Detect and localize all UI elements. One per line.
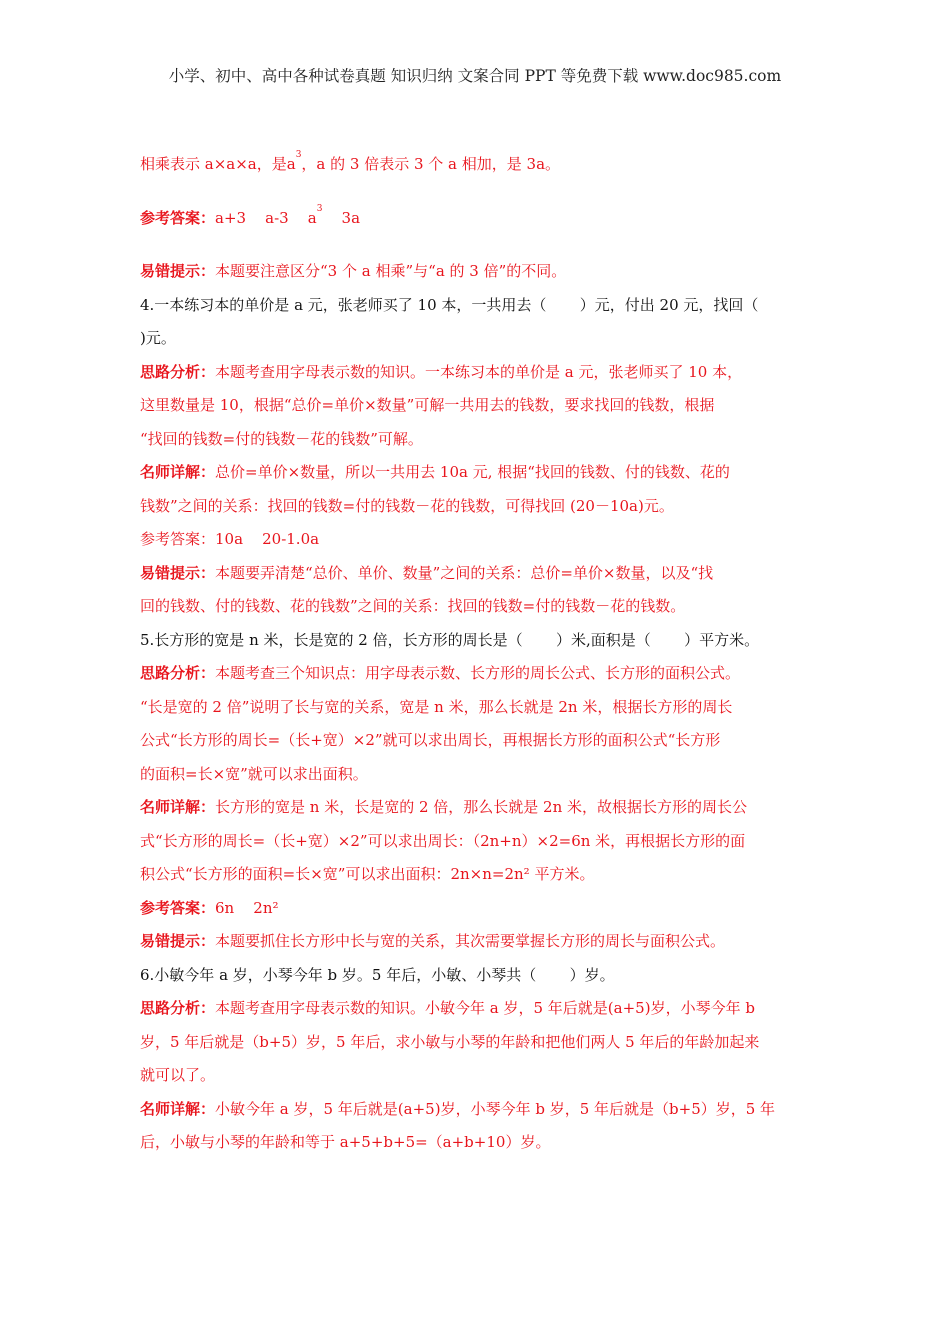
q6-question: 6.小敏今年 a 岁，小琴今年 b 岁。5 年后，小敏、小琴共（ ）岁。 bbox=[140, 965, 615, 984]
q5-tip: 易错提示：本题要抓住长方形中长与宽的关系，其次需要掌握长方形的周长与面积公式。 bbox=[140, 932, 726, 950]
q4-analysis-line: 思路分析：本题考查用字母表示数的知识。一本练习本的单价是 a 元，张老师买了 10 本， bbox=[140, 362, 743, 381]
q5-analysis-line: “长是宽的 2 倍”说明了长与宽的关系，宽是 n 米，那么长就是 2n 米，根据长方形的周长 bbox=[140, 697, 733, 716]
document-body bbox=[140, 148, 820, 1160]
q4-analysis-line: 这里数量是 10，根据“总价=单价×数量”可解一共用去的钱数，要求找回的钱数，根据 bbox=[140, 396, 715, 414]
power-expression: $a^3$ bbox=[286, 150, 302, 173]
q3-tip: 易错提示：本题要注意区分“3 个 a 相乘”与“a 的 3 倍”的不同。 bbox=[140, 262, 567, 280]
q4-tip-line: 回的钱数、付的钱数、花的钱数”之间的关系：找回的钱数=付的钱数－花的钱数。 bbox=[140, 597, 686, 615]
q5-detail-line: 式“长方形的周长=（长+宽）×2”可以求出周长：（2n+n）×2=6n 米，再根据长方形的面 bbox=[140, 831, 746, 850]
q4-analysis-line: “找回的钱数=付的钱数－花的钱数”可解。 bbox=[140, 429, 423, 448]
q3-explanation-line: 相乘表示 a×a×a，是$a^3$，a 的 3 倍表示 3 个 a 相加，是 3a。 bbox=[140, 150, 561, 173]
q5-analysis-line: 的面积=长×宽”就可以求出面积。 bbox=[140, 764, 368, 783]
q4-tip-line: 易错提示：本题要弄清楚“总价、单价、数量”之间的关系：总价=单价×数量，以及“找 bbox=[140, 563, 714, 582]
q3-answer: 参考答案：a+3 a-3 $a^3$ 3a bbox=[140, 203, 361, 227]
q5-detail-line: 名师详解：长方形的宽是 n 米，长是宽的 2 倍，那么长就是 2n 米，故根据长方形的周长公 bbox=[140, 798, 748, 816]
q6-analysis-line: 岁，5 年后就是（b+5）岁，5 年后，求小敏与小琴的年龄和把他们两人 5 年后的年龄加起来 bbox=[140, 1032, 760, 1051]
q6-analysis-line: 思路分析：本题考查用字母表示数的知识。小敏今年 a 岁，5 年后就是(a+5)岁，小琴今年 b bbox=[140, 999, 755, 1017]
q4-answer: 参考答案：10a 20-1.0a bbox=[140, 530, 320, 548]
q5-answer: 参考答案：6n 2n² bbox=[140, 898, 279, 917]
q5-question: 5.长方形的宽是 n 米，长是宽的 2 倍，长方形的周长是（ ）米,面积是（ ）平方米。 bbox=[140, 630, 760, 649]
q5-analysis-line: 公式“长方形的周长=（长+宽）×2”就可以求出周长，再根据长方形的面积公式“长方形 bbox=[140, 731, 721, 749]
power-expression: $a^3$ bbox=[307, 203, 323, 227]
q6-analysis-line: 就可以了。 bbox=[140, 1066, 216, 1084]
q4-question-line-1: 4.一本练习本的单价是 a 元，张老师买了 10 本，一共用去（ ）元，付出 20 元，找回（ bbox=[140, 295, 759, 314]
q5-analysis-line: 思路分析：本题考查三个知识点：用字母表示数、长方形的周长公式、长方形的面积公式。 bbox=[140, 664, 741, 682]
q4-detail-line: 名师详解：总价=单价×数量，所以一共用去 10a 元, 根据“找回的钱数、付的钱数、花的 bbox=[140, 463, 730, 481]
q6-detail-line: 后，小敏与小琴的年龄和等于 a+5+b+5=（a+b+10）岁。 bbox=[140, 1133, 551, 1151]
page-header: 小学、初中、高中各种试卷真题 知识归纳 文案合同 PPT 等免费下载 www.doc985.com bbox=[168, 67, 782, 85]
q4-question-line-2: )元。 bbox=[140, 329, 176, 347]
q4-detail-line: 钱数”之间的关系：找回的钱数=付的钱数－花的钱数，可得找回 (20－10a)元。 bbox=[140, 496, 674, 515]
q5-detail-line: 积公式“长方形的面积=长×宽”可以求出面积：2n×n=2n² 平方米。 bbox=[140, 865, 595, 883]
q6-detail-line: 名师详解：小敏今年 a 岁，5 年后就是(a+5)岁，小琴今年 b 岁，5 年后就是（b+5）岁，5 年 bbox=[140, 1099, 776, 1118]
